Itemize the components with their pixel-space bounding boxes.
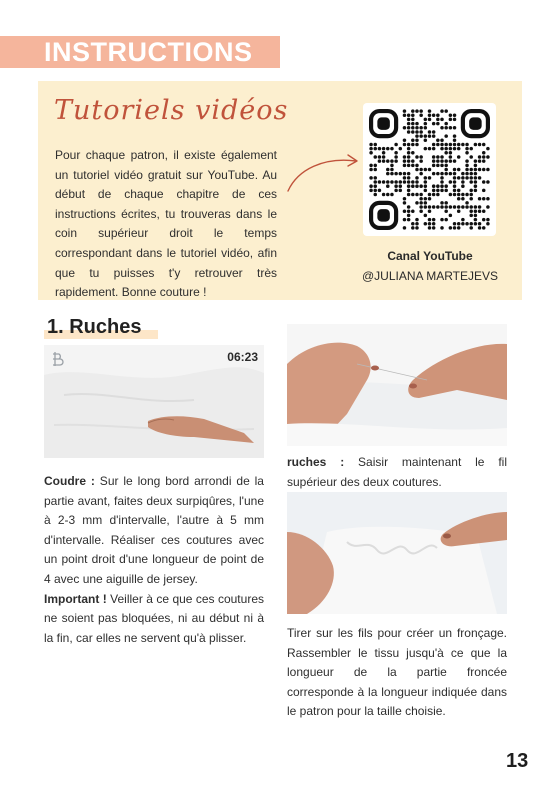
tutorial-script-title: Tutoriels vidéos <box>54 95 289 126</box>
coudre-label: Coudre : <box>44 474 95 488</box>
channel-label: Canal YouTube <box>387 249 473 263</box>
coudre-paragraph <box>44 472 264 648</box>
thread-pull-photo <box>287 324 507 446</box>
arrow-icon <box>284 147 364 197</box>
channel-handle[interactable]: @JULIANA MARTEJEVS <box>362 269 498 283</box>
coudre-text: Sur le long bord arrondi de la partie avant, faites deux surpiqûres, l'une à 2-3 mm d'intervalle, l'autre à 5 mm d'intervalle. Réaliser ces coutures avec un point droit d'une longueur de point de 4 avec une aiguille de jersey. <box>44 474 264 586</box>
page-number: 13 <box>506 750 529 772</box>
tutorial-box <box>38 81 522 300</box>
page-title: INSTRUCTIONS <box>44 37 253 67</box>
tutorial-text: Pour chaque patron, il existe également un tutoriel vidéo gratuit sur YouTube. Au début de chaque chapitre de ces instructions écrites, tu trouveras dans le coin supérieur droit le temps correspondant dans le tutoriel vidéo, afin que tu puisses t'y retrouver très rapidement. Bonne couture ! <box>55 148 277 300</box>
video-still-photo <box>44 345 264 458</box>
video-logo-icon <box>50 351 66 367</box>
important-text: Veiller à ce que ces coutures ne soient pas bloquées, ni au début ni à la fin, car elles ne servent qu'à plisser. <box>44 591 264 645</box>
qr-code[interactable] <box>363 103 496 236</box>
important-label: Important ! <box>44 591 107 606</box>
section-title: 1. Ruches <box>47 316 142 338</box>
gathering-photo <box>287 492 507 614</box>
ruches-text: Saisir maintenant le fil supérieur des deux coutures. <box>287 455 507 489</box>
pull-threads-paragraph: Tirer sur les fils pour créer un fronçage. Rassembler le tissu jusqu'à ce que la longueur de la partie froncée corresponde à la longueur indiquée dans le patron pour la taille choisie. <box>287 626 507 719</box>
qr-code-icon <box>369 109 490 230</box>
video-timecode: 06:23 <box>227 350 258 364</box>
ruches-paragraph <box>287 453 507 492</box>
hands-thread-illustration <box>287 324 507 446</box>
gathered-fabric-illustration <box>287 492 507 614</box>
ruches-label: ruches : <box>287 455 345 469</box>
